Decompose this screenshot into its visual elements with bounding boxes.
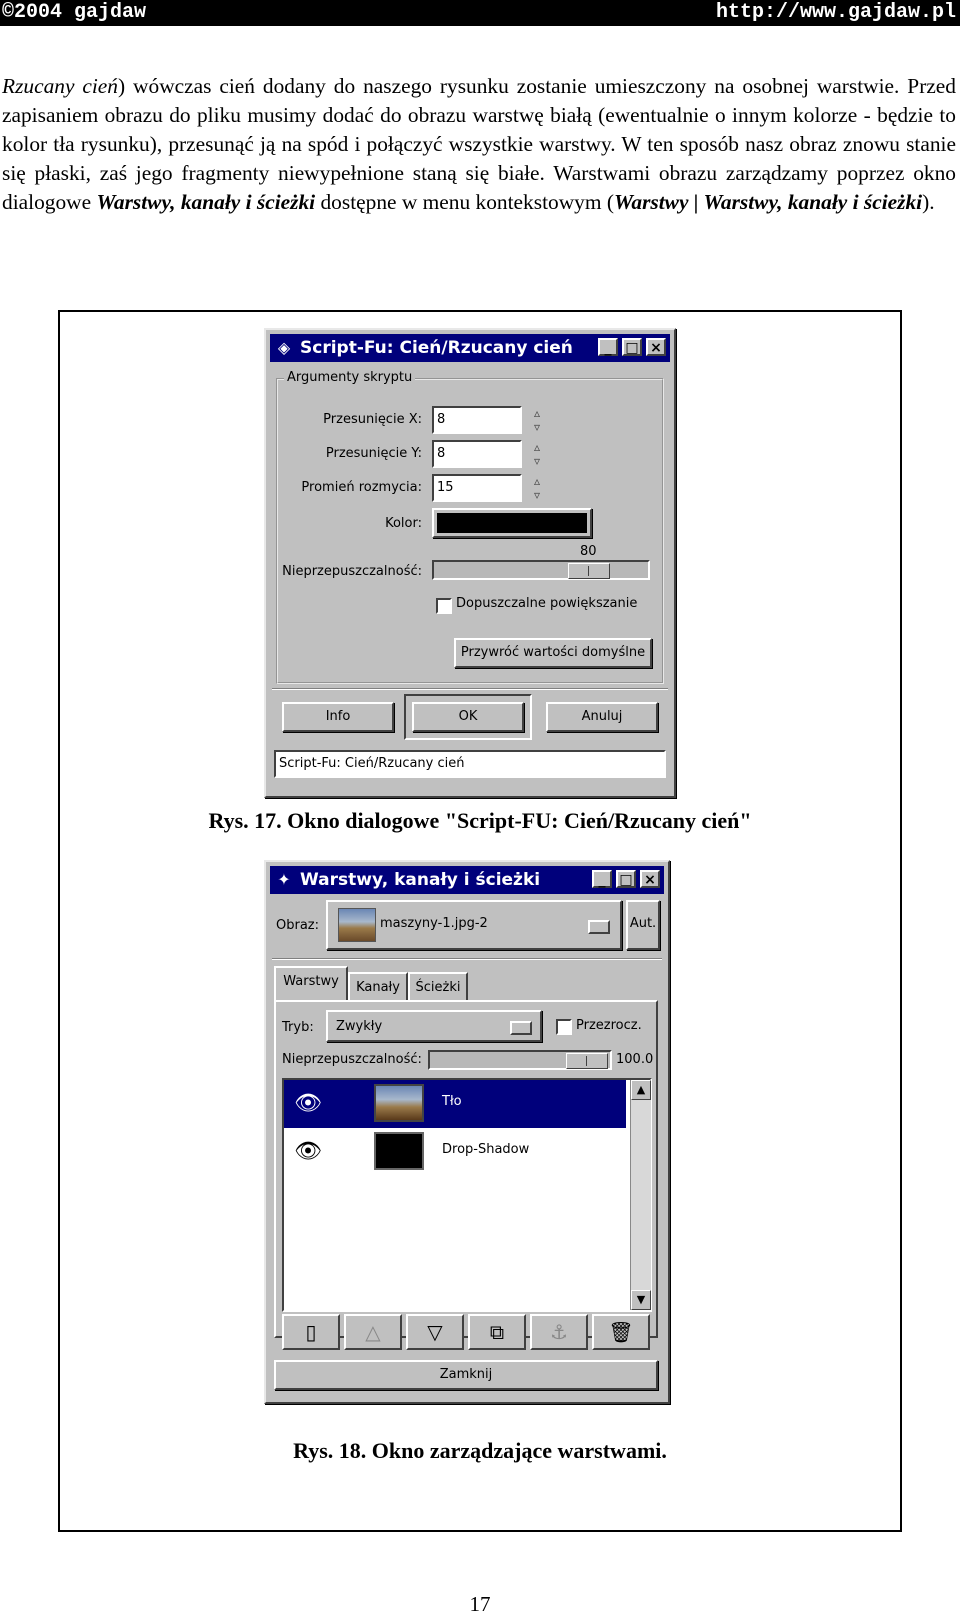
layer-thumbnail-background xyxy=(374,1084,424,1122)
offset-y-label: Przesunięcie Y: xyxy=(325,446,422,461)
close-dialog-button[interactable]: Zamknij xyxy=(274,1360,658,1390)
layer-opacity-slider[interactable] xyxy=(428,1050,612,1070)
delete-layer-icon[interactable]: 🗑 xyxy=(592,1314,650,1350)
gimp-app-icon: ◈ xyxy=(277,338,291,357)
mode-value: Zwykły xyxy=(336,1019,383,1034)
minimize-button[interactable]: _ xyxy=(592,870,612,888)
tab-layers[interactable]: Warstwy xyxy=(274,966,348,1000)
layer-thumbnail-drop-shadow xyxy=(374,1132,424,1170)
keep-transparency-checkbox[interactable] xyxy=(556,1019,572,1035)
layers-title: Warstwy, kanały i ścieżki xyxy=(300,870,541,890)
raise-layer-icon[interactable]: △ xyxy=(344,1314,402,1350)
maximize-button[interactable]: □ xyxy=(622,338,642,356)
close-button[interactable]: × xyxy=(640,870,660,888)
header-url: http://www.gajdaw.pl xyxy=(715,1,956,24)
color-swatch xyxy=(437,513,587,533)
layers-scrollbar[interactable] xyxy=(630,1080,651,1310)
wilber-app-icon: ✦ xyxy=(277,870,291,889)
reset-defaults-button[interactable]: Przywróć wartości domyślne xyxy=(454,638,652,668)
figure-18-caption: Rys. 18. Okno zarządzające warstwami. xyxy=(293,1438,667,1463)
layer-name: Tło xyxy=(442,1094,462,1109)
offset-x-spinner[interactable]: ▵ ▿ xyxy=(533,406,541,434)
term-dialog-name: Warstwy, kanały i ścieżki xyxy=(96,190,316,214)
mode-select[interactable] xyxy=(326,1010,542,1042)
layer-row-background[interactable] xyxy=(284,1080,626,1128)
cancel-button[interactable]: Anuluj xyxy=(546,702,658,732)
visibility-eye-icon[interactable]: 👁 xyxy=(294,1139,322,1164)
figure-17-caption: Rys. 17. Okno dialogowe "Script-FU: Cień/Rzucany cień" xyxy=(208,808,752,833)
script-args-group xyxy=(276,370,664,684)
layers-list xyxy=(282,1078,652,1312)
layer-actions-toolbar xyxy=(282,1314,654,1350)
script-fu-title: Script-Fu: Cień/Rzucany cień xyxy=(300,338,573,358)
status-bar: Script-Fu: Cień/Rzucany cień xyxy=(274,750,666,778)
keep-transparency-label: Przezrocz. xyxy=(576,1018,642,1033)
offset-y-spinner[interactable]: ▵ ▿ xyxy=(533,440,541,468)
image-separator xyxy=(272,958,662,960)
blur-radius-label: Promień rozmycia: xyxy=(301,480,422,495)
script-fu-titlebar xyxy=(270,334,670,362)
layers-dialog xyxy=(264,860,670,1404)
layers-tab-panel xyxy=(274,1000,658,1338)
paragraph-text-2: dostępne w menu kontekstowym ( xyxy=(315,190,614,214)
color-label: Kolor: xyxy=(385,516,422,531)
maximize-button[interactable]: □ xyxy=(616,870,636,888)
tab-channels[interactable]: Kanały xyxy=(348,972,408,1002)
paragraph-text-1: ) wówczas cień dodany do naszego rysunku zostanie umieszczony na osobnej warstwie. Przed zapisaniem obrazu do pliku musimy dodać do obrazu warstwę białą (ewentualnie o innym kolorze - będzie to kolor tła rysunku), przesunąć ją na spód i połączyć wszystkie warstwy. W ten sposób nasz obraz znowu stanie się płaski, zaś jego fragmenty niewypełnione staną się białe. Warstwami obrazu zarządzamy poprzez okno dialogowe xyxy=(2,74,956,214)
paragraph-text-3: ). xyxy=(922,190,935,214)
offset-x-label: Przesunięcie X: xyxy=(323,412,422,427)
opacity-value: 80 xyxy=(580,544,597,559)
image-name: maszyny-1.jpg-2 xyxy=(380,916,488,931)
offset-y-input[interactable]: 8 xyxy=(432,440,522,468)
image-thumbnail xyxy=(338,908,376,942)
layer-opacity-thumb[interactable] xyxy=(566,1053,608,1069)
term-rzucany-cien: Rzucany cień xyxy=(2,74,119,98)
blur-radius-spinner[interactable]: ▵ ▿ xyxy=(533,474,541,502)
mode-label: Tryb: xyxy=(282,1020,314,1035)
auto-button[interactable]: Aut. xyxy=(626,900,660,950)
opacity-slider-thumb[interactable] xyxy=(568,563,610,579)
mode-dropdown-arrow[interactable] xyxy=(510,1021,532,1035)
allow-resize-checkbox[interactable] xyxy=(436,598,452,614)
page-number: 17 xyxy=(469,1592,491,1616)
tab-paths[interactable]: Ścieżki xyxy=(408,972,468,1002)
scroll-down-arrow-icon[interactable]: ▼ xyxy=(631,1290,651,1310)
image-dropdown-arrow[interactable] xyxy=(588,920,610,934)
script-args-label: Argumenty skryptu xyxy=(284,370,415,385)
duplicate-layer-icon[interactable]: ⧉ xyxy=(468,1314,526,1350)
anchor-layer-icon[interactable]: ⚓ xyxy=(530,1314,588,1350)
new-layer-icon[interactable]: ▯ xyxy=(282,1314,340,1350)
layer-opacity-value: 100.0 xyxy=(616,1052,654,1067)
scroll-up-arrow-icon[interactable]: ▲ xyxy=(631,1080,651,1100)
close-button[interactable]: × xyxy=(646,338,666,356)
layers-titlebar xyxy=(270,866,664,894)
image-label: Obraz: xyxy=(276,918,319,933)
term-menu-path: Warstwy | Warstwy, kanały i ścieżki xyxy=(613,190,923,214)
color-picker-button[interactable] xyxy=(432,508,592,538)
blur-radius-input[interactable]: 15 xyxy=(432,474,522,502)
minimize-button[interactable]: _ xyxy=(598,338,618,356)
figure-frame xyxy=(58,310,902,1532)
layer-name: Drop-Shadow xyxy=(442,1142,530,1157)
info-button[interactable]: Info xyxy=(282,702,394,732)
allow-resize-label: Dopuszczalne powiększanie xyxy=(456,596,638,611)
layer-row-drop-shadow[interactable] xyxy=(284,1128,626,1176)
visibility-eye-icon[interactable]: 👁 xyxy=(294,1091,322,1116)
offset-x-input[interactable]: 8 xyxy=(432,406,522,434)
header-copyright: ©2004 gajdaw xyxy=(2,1,147,24)
script-fu-dialog xyxy=(264,328,676,798)
image-selector[interactable] xyxy=(326,900,622,950)
layer-opacity-label: Nieprzepuszczalność: xyxy=(282,1052,422,1067)
body-paragraph xyxy=(2,72,956,217)
dialog-separator xyxy=(272,688,668,690)
page-header xyxy=(0,0,960,26)
opacity-label: Nieprzepuszczalność: xyxy=(282,564,422,579)
lower-layer-icon[interactable]: ▽ xyxy=(406,1314,464,1350)
opacity-slider[interactable] xyxy=(432,560,650,580)
ok-button[interactable]: OK xyxy=(412,702,524,732)
